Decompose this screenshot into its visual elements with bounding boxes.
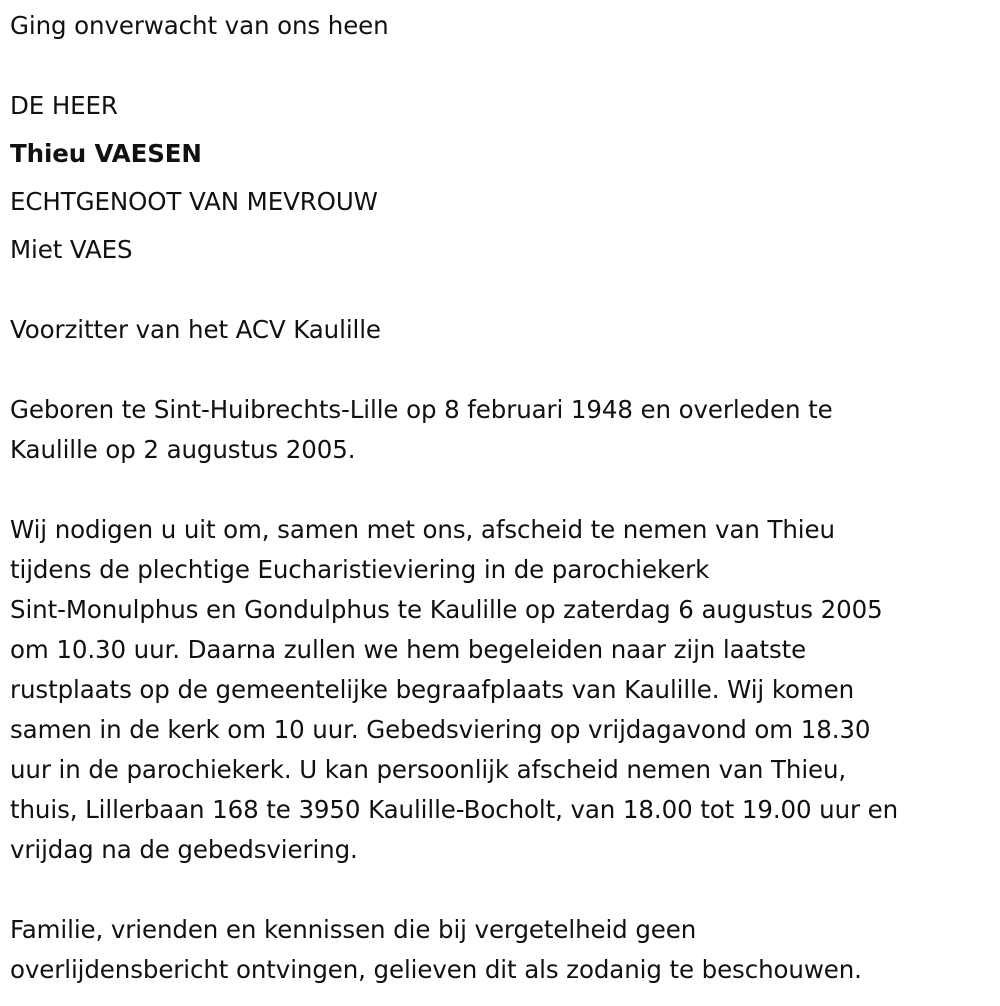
paragraph-line: Geboren te Sint-Huibrechts-Lille op 8 februari 1948 en overleden te (10, 395, 833, 424)
closing-paragraph (10, 910, 862, 990)
paragraph-line: Sint-Monulphus en Gondulphus te Kaulille op zaterdag 6 augustus 2005 (10, 595, 883, 624)
paragraph-line: thuis, Lillerbaan 168 te 3950 Kaulille-Bocholt, van 18.00 tot 19.00 uur en (10, 795, 899, 824)
paragraph-line: tijdens de plechtige Eucharistieviering in de parochiekerk (10, 555, 710, 584)
paragraph-line: Wij nodigen u uit om, samen met ons, afscheid te nemen van Thieu (10, 515, 835, 544)
salutation: DE HEER (10, 91, 118, 120)
birth-death-paragraph (10, 390, 833, 470)
role-line: Voorzitter van het ACV Kaulille (10, 315, 381, 344)
paragraph-line: uur in de parochiekerk. U kan persoonlijk afscheid nemen van Thieu, (10, 755, 847, 784)
paragraph-line: overlijdensbericht ontvingen, gelieven dit als zodanig te beschouwen. (10, 955, 862, 984)
paragraph-line: vrijdag na de gebedsviering. (10, 835, 358, 864)
invitation-paragraph (10, 510, 898, 870)
intro-line: Ging onverwacht van ons heen (10, 11, 389, 40)
paragraph-line: rustplaats op de gemeentelijke begraafplaats van Kaulille. Wij komen (10, 675, 855, 704)
deceased-name: Thieu VAESEN (10, 139, 202, 168)
paragraph-line: Familie, vrienden en kennissen die bij vergetelheid geen (10, 915, 697, 944)
paragraph-line: om 10.30 uur. Daarna zullen we hem begeleiden naar zijn laatste (10, 635, 807, 664)
spouse-label: ECHTGENOOT VAN MEVROUW (10, 187, 378, 216)
paragraph-line: Kaulille op 2 augustus 2005. (10, 435, 356, 464)
paragraph-line: samen in de kerk om 10 uur. Gebedsviering op vrijdagavond om 18.30 (10, 715, 871, 744)
spouse-name: Miet VAES (10, 235, 133, 264)
